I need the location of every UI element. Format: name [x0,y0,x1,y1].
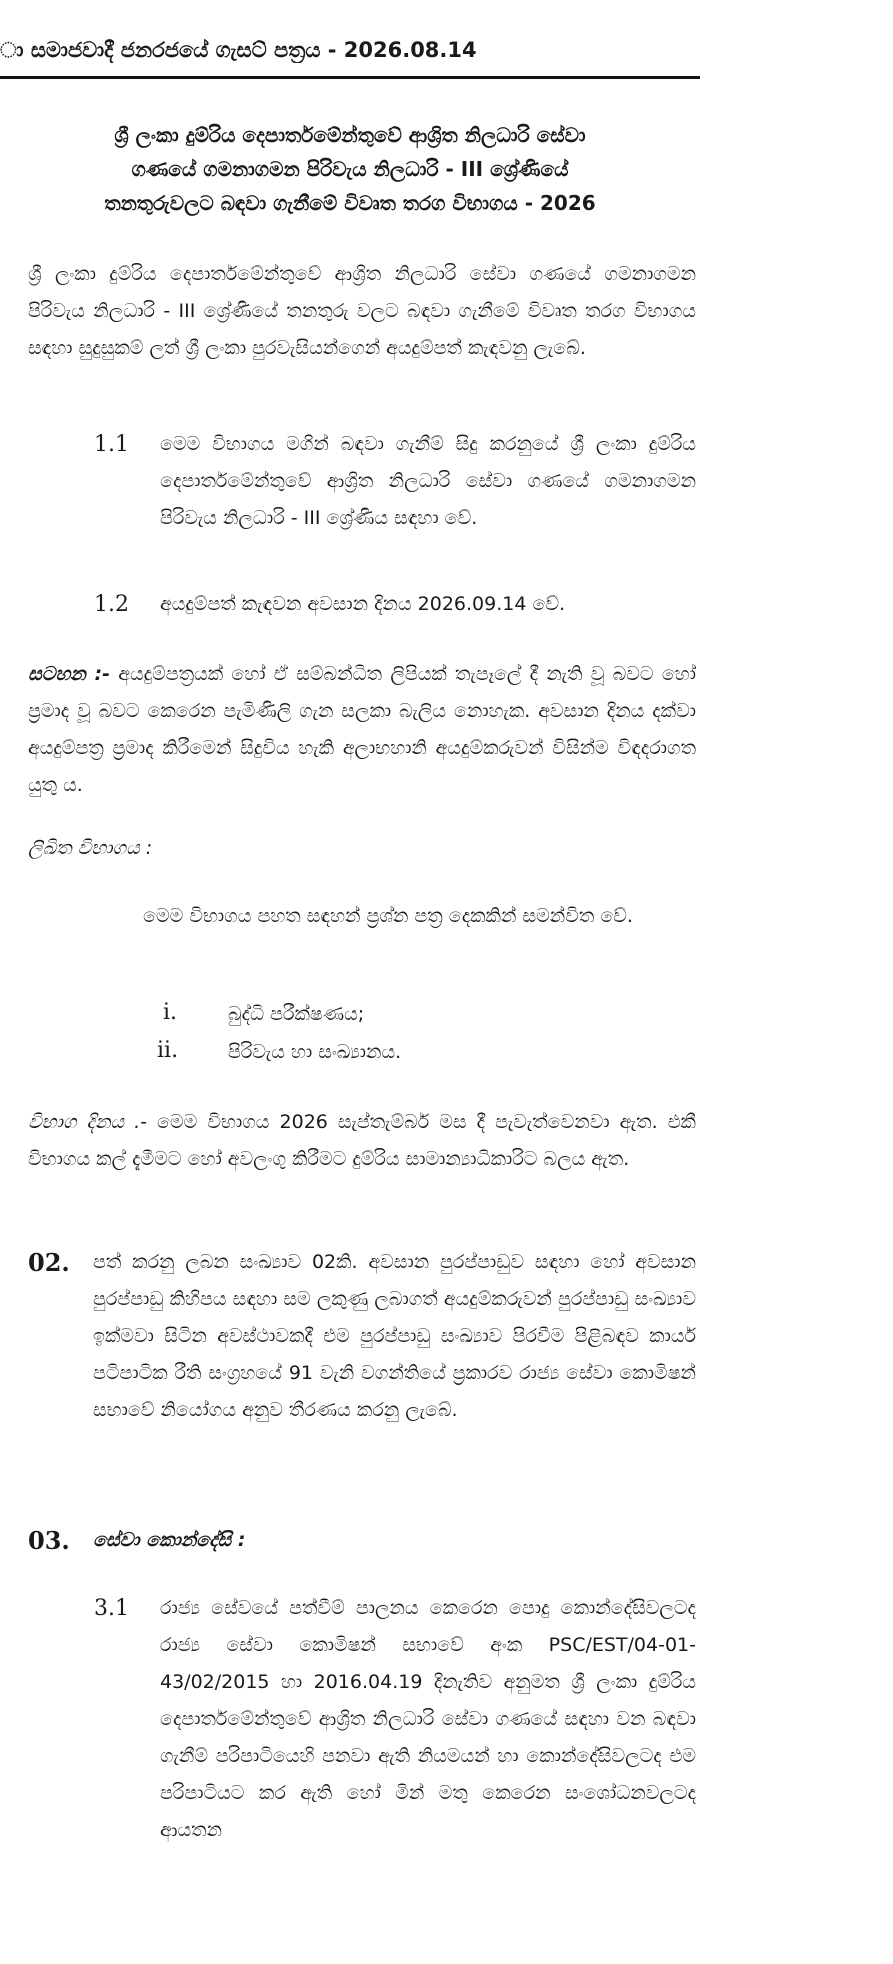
page-header [0,38,700,63]
exam-date-paragraph [28,1104,696,1178]
paper-2-number: ii. [157,1038,179,1063]
section-2-text: පත් කරනු ලබන සංඛ්‍යාව 02කි. අවසාන පුරප්පාඩුව සඳහා හෝ අවසාන පුරප්පාඩු කිහිපය සඳහා සම ලකුණු ලබාගත් අයදුම්කරුවන් පුරප්පාඩු සංඛ්‍යාව ඉක්මවා සිටින අවස්ථාවකදී එම පුරප්පාඩු සංඛ්‍යාව පිරවීම පිළිබඳව කාර්ය පටිපාටික රීති සංග්‍රහයේ 91 වැනි වගන්තියේ ප්‍රකාරව රාජ්‍ය සේවා කොමිෂන් සභාවේ නියෝගය අනුව තීරණය කරනු ලැබේ. [93,1251,696,1421]
section-2-number: 02. [28,1248,70,1277]
item-3-1-text: රාජ්‍ය සේවයේ පත්වීම් පාලනය කෙරෙන පොදු කොන්දේසිවලටද රාජ්‍ය සේවා කොමිෂන් සභාවේ අංක PSC/EST/04-01-43/02/2015 හා 2016.04.19 දිනැතිව අනුමත ශ්‍රී ලංකා දුම්රිය දෙපාර්තමේන්තුවේ ආශ්‍රිත නිලධාරි සේවා ගණයේ සඳහා වන බඳවා ගැනීම් පරිපාටියෙහි පනවා ඇති නියමයන් හා කොන්දේසිවලටද එම පරිපාටියට කර ඇති හෝ මින් මතු කෙරෙන සංශෝධනවලටද ආයතන [160,1597,696,1841]
intro-paragraph: ශ්‍රී ලංකා දුම්රිය දෙපාර්තමේන්තුවේ ආශ්‍රිත නිලධාරි සේවා ගණයේ ගමනාගමන පිරිවැය නිලධාරි - III ශ්‍රේණියේ තනතුරු වලට බඳවා ගැනීමේ විවෘත තරග විභාගය සඳහා සුදුසුකම් ලත් ශ්‍රී ලංකා පුරවැසියන්ගෙන් අයදුම්පත් කැඳවනු ලැබේ. [28,263,696,359]
paper-1-text: බුද්ධි පරීක්ෂණය; [228,1003,365,1025]
item-1-1-text: මෙම විභාගය මගින් බඳවා ගැනීම් සිදු කරනුයේ ශ්‍රී ලංකා දුම්රිය දෙපාර්තමේන්තුවේ ආශ්‍රිත නිලධාරි සේවා ගණයේ ගමනාගමන පිරිවැය නිලධාරි - III ශ්‍රේණිය සඳහා වේ. [160,433,696,529]
item-1-2-text: අයදුම්පත් කැඳවන අවසාන දිනය 2026.09.14 වේ. [160,593,566,615]
title-line-3: තනතුරුවලට බඳවා ගැනීමේ විවෘත තරග විභාගය - 2026 [104,191,596,215]
section-3-heading: සේවා කොන්දේසි : [93,1529,246,1551]
item-1-1-number: 1.1 [94,432,129,457]
notice-paragraph [28,656,696,804]
written-exam-heading: ලිඛිත විභාගය : [28,837,153,859]
title-line-2: ගණයේ ගමනාගමන පිරිවැය නිලධාරි - III ශ්‍රේණියේ [131,157,569,181]
notice-title [30,118,670,220]
header-rule [0,76,700,79]
section-3-number: 03. [28,1526,70,1555]
item-3-1-number: 3.1 [94,1596,129,1621]
paper-1-number: i. [163,1000,178,1025]
exam-date-text: මෙම විභාගය 2026 සැප්තැම්බර් මස දී පැවැත්වෙනවා ඇත. එකී විභාගය කල් දැමීමට හෝ අවලංගු කිරීමට දුම්රිය සාමාන්‍යාධිකාරිට බලය ඇත. [28,1111,696,1170]
paper-2-text: පිරිවැය හා සංඛ්‍යානය. [228,1041,402,1063]
title-line-1: ශ්‍රී ලංකා දුම්රිය දෙපාර්තමේන්තුවේ ආශ්‍රිත නිලධාරි සේවා [114,123,586,147]
exam-date-label: විභාග දිනය .- [28,1111,147,1133]
header-text: ා සමාජවාදී ජනරජයේ ගැසට් පත්‍රය - 2026.08.14 [0,38,477,62]
notice-text: අයදුම්පත්‍රයක් හෝ ඒ සම්බන්ධිත ලිපියක් තැපෑලේ දී නැති වූ බවට හෝ ප්‍රමාද වූ බවට කෙරෙන පැමිණිලි ගැන සලකා බැලිය නොහැක. අවසාන දිනය දක්වා අයදුම්පත්‍ර ප්‍රමාද කිරීමෙන් සිදුවිය හැකි අලාභහානි අයදුම්කරුවන් විසින්ම විඳදරාගත යුතු ය. [28,663,696,796]
item-1-2-number: 1.2 [94,592,129,617]
written-exam-text: මෙම විභාගය පහත සඳහන් ප්‍රශ්න පත්‍ර දෙකකින් සමන්විත වේ. [143,905,633,927]
notice-label: සටහන :- [28,663,111,685]
